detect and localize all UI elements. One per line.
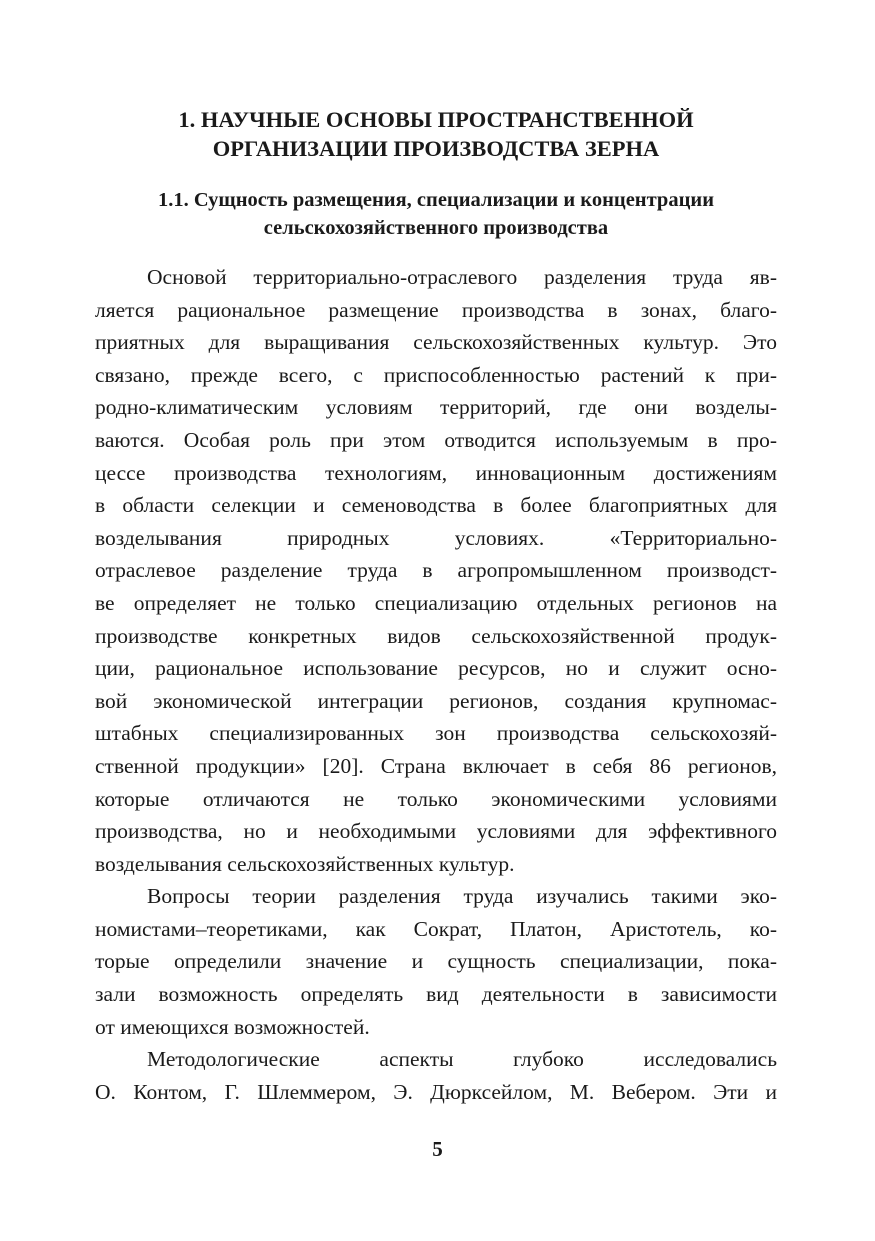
section-title [95, 186, 777, 242]
paragraph-2-line: номистами–теоретиками, как Сократ, Платон, Аристотель, ко- [95, 916, 777, 941]
paragraph-2-line: Вопросы теории разделения труда изучались такими эко- [147, 884, 777, 909]
paragraph-1-line: ственной продукции» [20]. Страна включает в себя 86 регионов, [95, 753, 777, 778]
paragraph-1-line: ваются. Особая роль при этом отводится используемым в про- [95, 427, 777, 452]
paragraph-1-line: возделывания природных условиях. «Территориально- [95, 525, 777, 550]
paragraph-1-line: отраслевое разделение труда в агропромышленном производст- [95, 558, 777, 583]
paragraph-1-line: ции, рациональное использование ресурсов, но и служит осно- [95, 656, 777, 681]
paragraph-1-line: приятных для выращивания сельскохозяйственных культур. Это [95, 330, 777, 355]
paragraph-3-line: О. Контом, Г. Шлеммером, Э. Дюрксейлом, М. Вебером. Эти и [95, 1079, 777, 1104]
paragraph-2-line: торые определили значение и сущность специализации, пока- [95, 949, 777, 974]
paragraph-3-line: Методологические аспекты глубоко исследовались [147, 1047, 777, 1072]
page-number: 5 [432, 1137, 443, 1161]
chapter-title-line: 1. НАУЧНЫЕ ОСНОВЫ ПРОСТРАНСТВЕННОЙ [178, 107, 694, 132]
paragraph-2-line: от имеющихся возможностей. [95, 1014, 370, 1039]
section-title-line: сельскохозяйственного производства [263, 217, 609, 239]
paragraph-1-line: связано, прежде всего, с приспособленностью растений к при- [95, 362, 777, 387]
paragraph-2-line: зали возможность определять вид деятельности в зависимости [95, 982, 777, 1007]
chapter-title [95, 105, 777, 163]
paragraph-1-line: родно-климатическим условиям территорий, где они возделы- [95, 395, 777, 420]
paragraph-1-line: ляется рациональное размещение производства в зонах, благо- [95, 297, 777, 322]
paragraph-1-line: вой экономической интеграции регионов, создания крупномас- [95, 688, 777, 713]
paragraph-1-line: в области селекции и семеноводства в более благоприятных для [95, 493, 777, 518]
section-title-line: 1.1. Сущность размещения, специализации и концентрации [157, 189, 715, 211]
paragraph-1-line: Основой территориально-отраслевого разделения труда яв- [147, 265, 777, 289]
paragraph-1-line: штабных специализированных зон производства сельскохозяй- [95, 721, 777, 746]
paragraph-1-line: производства, но и необходимыми условиями для эффективного [95, 819, 777, 844]
body-text [95, 261, 777, 1108]
paragraph-1-line: ве определяет не только специализацию отдельных регионов на [95, 590, 777, 615]
chapter-title-line: ОРГАНИЗАЦИИ ПРОИЗВОДСТВА ЗЕРНА [212, 136, 660, 161]
paragraph-1-line: производстве конкретных видов сельскохозяйственной продук- [95, 623, 777, 648]
paragraph-1-line: возделывания сельскохозяйственных культур. [95, 851, 515, 876]
paragraph-1-line: которые отличаются не только экономическими условиями [95, 786, 777, 811]
paragraph-1-line: цессе производства технологиям, инновационным достижениям [95, 460, 777, 485]
